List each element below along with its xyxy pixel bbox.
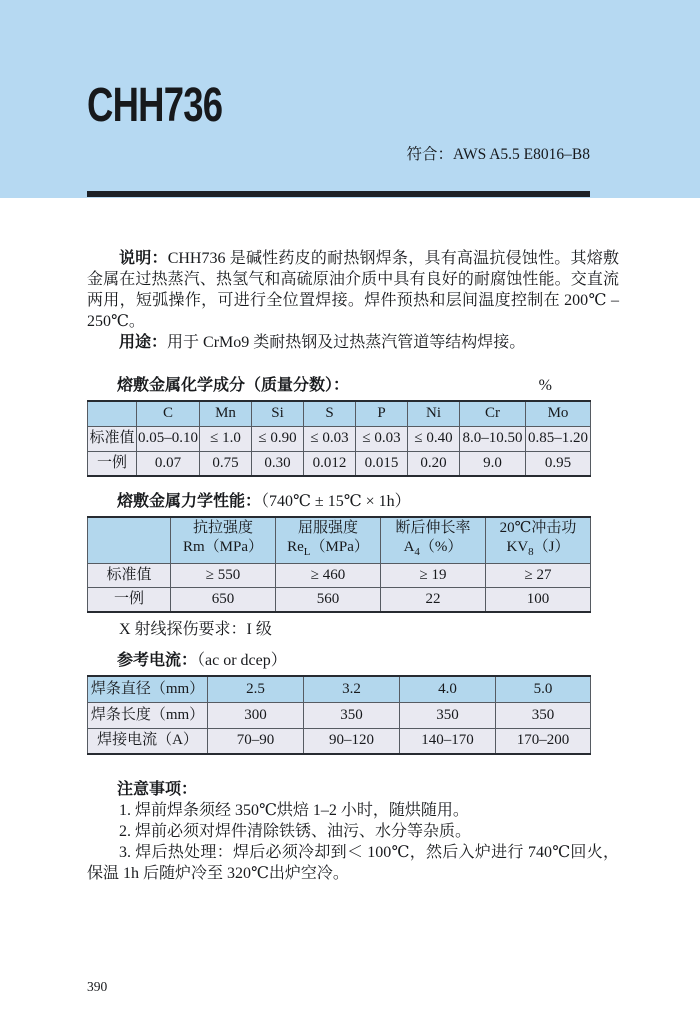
chemical-col-header: Si [252, 401, 304, 426]
row-label-current: 焊接电流（A） [88, 728, 208, 754]
chemical-col-header: S [304, 401, 356, 426]
chemical-section-title [87, 375, 590, 396]
chemical-value: 8.0–10.50 [460, 426, 526, 451]
length-value: 300 [208, 702, 304, 728]
current-value: 170–200 [496, 728, 591, 754]
chemical-col-header: C [137, 401, 200, 426]
current-title-text: 参考电流：（ac or dcep） [117, 652, 287, 669]
chemical-example-row [88, 451, 591, 476]
mechanical-section-title [87, 491, 590, 512]
standard-conformance: 符合：AWS A5.5 E8016–B8 [406, 146, 590, 163]
length-value: 350 [304, 702, 400, 728]
row-label-diameter: 焊条直径（mm） [88, 676, 208, 702]
mechanical-col-header-elongation: 断后伸长率 $A_4(\%)$ [381, 517, 486, 564]
row-label-example: 一例 [88, 588, 171, 613]
mechanical-value: 22 [381, 588, 486, 613]
chemical-value: 0.75 [200, 451, 252, 476]
reference-current-table [87, 675, 591, 755]
header-divider-rule [87, 191, 590, 197]
usage-text: 用于 CrMo9 类耐热钢及过热蒸汽管道等结构焊接。 [167, 334, 526, 351]
chemical-value: 0.015 [356, 451, 408, 476]
chemical-value: ≤ 0.03 [304, 426, 356, 451]
mechanical-value: 650 [171, 588, 276, 613]
chemical-value: ≤ 0.90 [252, 426, 304, 451]
mechanical-value: ≥ 27 [486, 564, 591, 588]
row-label-standard: 标准值 [88, 564, 171, 588]
electrode-length-row [88, 702, 591, 728]
mechanical-properties-table [87, 516, 591, 613]
mechanical-value: ≥ 550 [171, 564, 276, 588]
row-label-length: 焊条长度（mm） [88, 702, 208, 728]
chemical-col-header: Ni [408, 401, 460, 426]
diameter-value: 3.2 [304, 676, 400, 702]
mechanical-value: ≥ 19 [381, 564, 486, 588]
length-value: 350 [496, 702, 591, 728]
current-value: 90–120 [304, 728, 400, 754]
note-item-1: 1. 焊前焊条须经 350℃烘焙 1–2 小时，随烘随用。 [119, 802, 469, 819]
chemical-value: 0.20 [408, 451, 460, 476]
note-item-3: 3. 焊后热处理：焊后必须冷却到＜ 100℃，然后入炉进行 740℃回火，保温 1h 后随炉冷至 320℃出炉空冷。 [87, 844, 619, 882]
mechanical-value: 100 [486, 588, 591, 613]
chemical-value: 0.95 [526, 451, 591, 476]
usage-paragraph [87, 332, 619, 353]
mechanical-corner-cell [88, 517, 171, 564]
current-value: 70–90 [208, 728, 304, 754]
chemical-header-row [88, 401, 591, 426]
diameter-value: 2.5 [208, 676, 304, 702]
mechanical-col-header-tensile: 抗拉强度 Rm（MPa） [171, 517, 276, 564]
mechanical-title-text: 熔敷金属力学性能：（740℃ ± 15℃ × 1h） [117, 493, 411, 510]
mechanical-header-row [88, 517, 591, 564]
page-header [0, 0, 700, 198]
page-content [87, 248, 619, 884]
page-number: 390 [87, 979, 108, 994]
product-model-title: CHH736 [87, 79, 223, 132]
usage-label: 用途： [119, 334, 168, 351]
chemical-value: ≤ 0.40 [408, 426, 460, 451]
mechanical-col-header-impact: 20℃冲击功 $KV_8(J)$ [486, 517, 591, 564]
note-item-2: 2. 焊前必须对焊件清除铁锈、油污、水分等杂质。 [119, 823, 472, 840]
description-text: CHH736 是碱性药皮的耐热钢焊条，具有高温抗侵蚀性。其熔敷金属在过热蒸汽、热氢气和高硫原油介质中具有良好的耐腐蚀性能。交直流两用，短弧操作，可进行全位置焊接。焊件预热和层间温度控制在 200℃ – 250℃。 [87, 250, 619, 330]
notes-section-title: 注意事项： [117, 781, 198, 798]
mechanical-value: 560 [276, 588, 381, 613]
chemical-col-header: Cr [460, 401, 526, 426]
mechanical-col-header-yield: 屈服强度 $Re_L(MPa)$ [276, 517, 381, 564]
electrode-diameter-row [88, 676, 591, 702]
chemical-col-header: P [356, 401, 408, 426]
welding-current-row [88, 728, 591, 754]
chemical-value: 0.012 [304, 451, 356, 476]
chemical-col-header: Mn [200, 401, 252, 426]
chemical-value: ≤ 0.03 [356, 426, 408, 451]
description-paragraph [87, 248, 619, 332]
mechanical-standard-row [88, 564, 591, 588]
chemical-composition-table [87, 400, 591, 477]
chemical-value: 0.30 [252, 451, 304, 476]
chemical-value: 0.07 [137, 451, 200, 476]
row-label-standard: 标准值 [88, 426, 137, 451]
current-section-title [87, 650, 590, 671]
chemical-corner-cell [88, 401, 137, 426]
length-value: 350 [400, 702, 496, 728]
chemical-unit-percent: % [538, 377, 552, 394]
chemical-value: 9.0 [460, 451, 526, 476]
chemical-col-header: Mo [526, 401, 591, 426]
row-label-example: 一例 [88, 451, 137, 476]
xray-requirement-note: X 射线探伤要求：I 级 [119, 621, 272, 638]
chemical-title-text: 熔敷金属化学成分（质量分数）： [117, 377, 350, 394]
diameter-value: 4.0 [400, 676, 496, 702]
mechanical-example-row [88, 588, 591, 613]
mechanical-value: ≥ 460 [276, 564, 381, 588]
diameter-value: 5.0 [496, 676, 591, 702]
current-value: 140–170 [400, 728, 496, 754]
chemical-value: 0.05–0.10 [137, 426, 200, 451]
description-label: 说明： [119, 250, 168, 267]
chemical-value: ≤ 1.0 [200, 426, 252, 451]
chemical-standard-row [88, 426, 591, 451]
chemical-value: 0.85–1.20 [526, 426, 591, 451]
